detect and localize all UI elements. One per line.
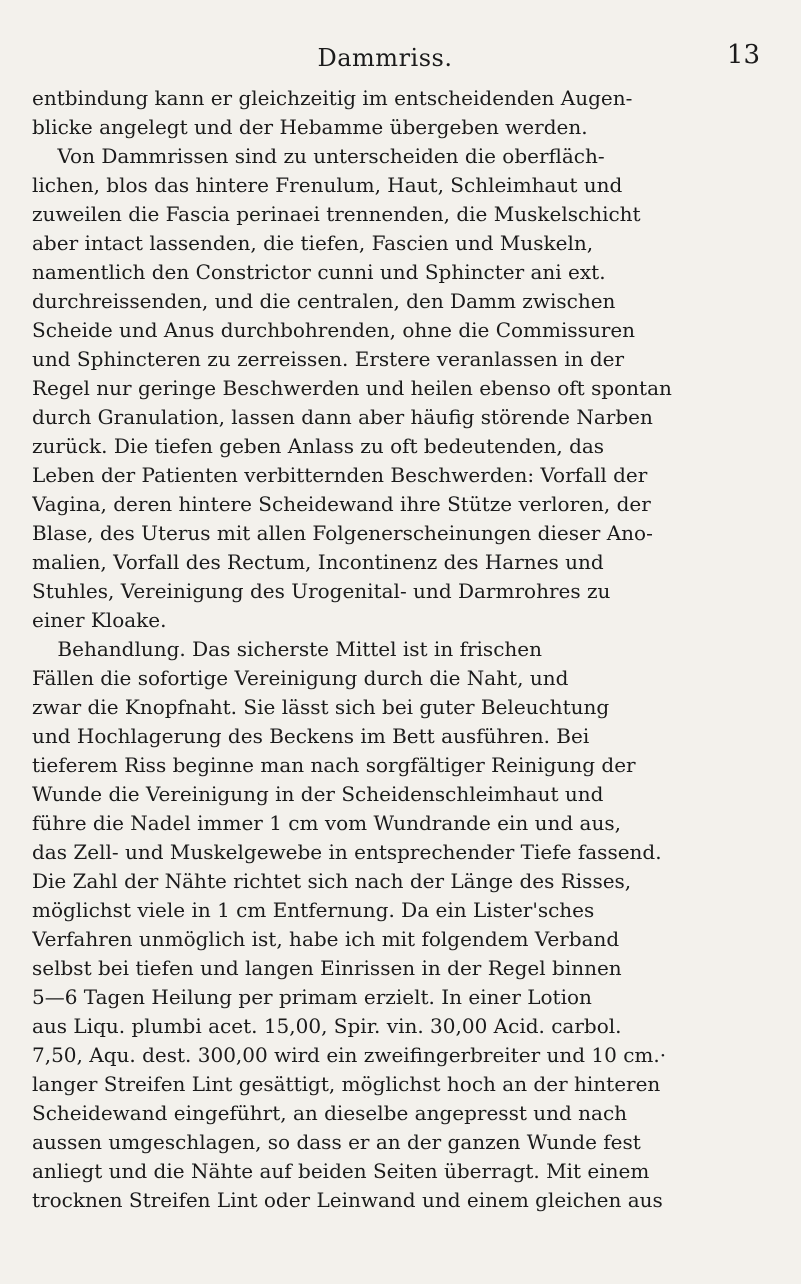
text-line: durch Granulation, lassen dann aber häufig störende Narben — [32, 405, 653, 429]
text-line: entbindung kann er gleichzeitig im entscheidenden Augen- — [32, 86, 633, 110]
text-line: malien, Vorfall des Rectum, Incontinenz des Harnes und — [32, 550, 604, 574]
text-line: 5—6 Tagen Heilung per primam erzielt. In einer Lotion — [32, 985, 592, 1009]
text-line: möglichst viele in 1 cm Entfernung. Da ein Lister'sches — [32, 898, 595, 922]
text-line: Scheide und Anus durchbohrenden, ohne die Commissuren — [32, 318, 636, 342]
text-line: Die Zahl der Nähte richtet sich nach der Länge des Risses, — [32, 869, 632, 893]
text-line: Regel nur geringe Beschwerden und heilen ebenso oft spontan — [32, 376, 672, 400]
text-line: tieferem Riss beginne man nach sorgfältiger Reinigung der — [32, 753, 636, 777]
text-line: namentlich den Constrictor cunni und Sphincter ani ext. — [32, 260, 606, 284]
text-line: zurück. Die tiefen geben Anlass zu oft bedeutenden, das — [32, 434, 605, 458]
text-line: aus Liqu. plumbi acet. 15,00, Spir. vin. 30,00 Acid. carbol. — [32, 1014, 622, 1038]
body-text — [32, 84, 784, 1215]
text-line: langer Streifen Lint gesättigt, möglichst hoch an der hinteren — [32, 1072, 661, 1096]
text-line: Wunde die Vereinigung in der Scheidenschleimhaut und — [32, 782, 604, 806]
text-line: führe die Nadel immer 1 cm vom Wundrande ein und aus, — [32, 811, 621, 835]
text-line: Verfahren unmöglich ist, habe ich mit folgendem Verband — [32, 927, 620, 951]
text-line: Von Dammrissen sind zu unterscheiden die oberfläch- — [32, 144, 605, 168]
text-line: und Hochlagerung des Beckens im Bett ausführen. Bei — [32, 724, 590, 748]
text-line: aussen umgeschlagen, so dass er an der ganzen Wunde fest — [32, 1130, 641, 1154]
text-line: durchreissenden, und die centralen, den Damm zwischen — [32, 289, 616, 313]
text-line: blicke angelegt und der Hebamme übergeben werden. — [32, 115, 588, 139]
text-line: 7,50, Aqu. dest. 300,00 wird ein zweifingerbreiter und 10 cm.· — [32, 1043, 667, 1067]
text-line: lichen, blos das hintere Frenulum, Haut, Schleimhaut und — [32, 173, 623, 197]
text-line: trocknen Streifen Lint oder Leinwand und einem gleichen aus — [32, 1188, 663, 1212]
text-line: zwar die Knopfnaht. Sie lässt sich bei guter Beleuchtung — [32, 695, 610, 719]
text-line: Fällen die sofortige Vereinigung durch die Naht, und — [32, 666, 569, 690]
text-line: Scheidewand eingeführt, an dieselbe angepresst und nach — [32, 1101, 628, 1125]
running-title: Dammriss. — [317, 44, 453, 72]
page-number: 13 — [726, 40, 760, 70]
text-line: Behandlung. Das sicherste Mittel ist in frischen — [32, 637, 542, 661]
text-line: einer Kloake. — [32, 608, 167, 632]
text-line: anliegt und die Nähte auf beiden Seiten überragt. Mit einem — [32, 1159, 650, 1183]
text-line: und Sphincteren zu zerreissen. Erstere veranlassen in der — [32, 347, 625, 371]
text-line: selbst bei tiefen und langen Einrissen in der Regel binnen — [32, 956, 622, 980]
text-line: Blase, des Uterus mit allen Folgenerscheinungen dieser Ano- — [32, 521, 653, 545]
text-line: Leben der Patienten verbitternden Beschwerden: Vorfall der — [32, 463, 648, 487]
text-line: das Zell- und Muskelgewebe in entsprechender Tiefe fassend. — [32, 840, 662, 864]
text-line: zuweilen die Fascia perinaei trennenden, die Muskelschicht — [32, 202, 641, 226]
text-line: Stuhles, Vereinigung des Urogenital- und Darmrohres zu — [32, 579, 611, 603]
text-line: aber intact lassenden, die tiefen, Fascien und Muskeln, — [32, 231, 594, 255]
text-line: Vagina, deren hintere Scheidewand ihre Stütze verloren, der — [32, 492, 651, 516]
